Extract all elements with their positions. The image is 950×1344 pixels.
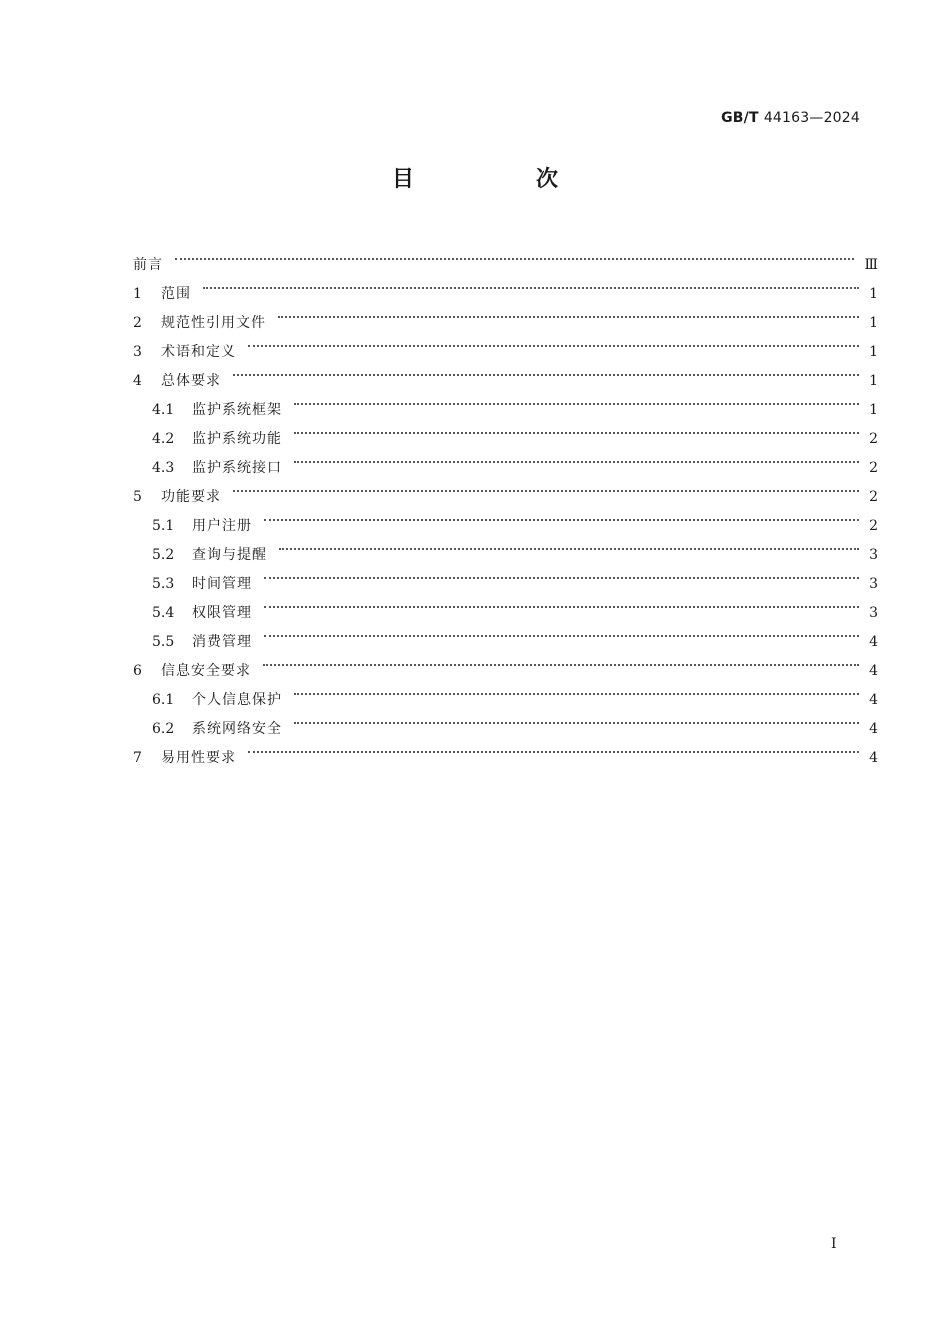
toc-entry-number: 5.3 <box>152 576 175 592</box>
toc-entry[interactable] <box>133 240 878 273</box>
toc-entry-label: 个人信息保护 <box>192 692 282 708</box>
toc-entry-label: 信息安全要求 <box>161 663 251 679</box>
toc-dot-leader <box>278 298 859 327</box>
toc-entry[interactable] <box>133 298 878 331</box>
toc-entry-number: 5.2 <box>152 547 175 563</box>
toc-entry-label: 权限管理 <box>192 605 252 621</box>
toc-entry-page: 3 <box>869 605 878 621</box>
standard-number: 44163—2024 <box>763 110 860 126</box>
toc-entry-page: 1 <box>869 286 878 302</box>
page-title: 目 次 <box>391 167 608 192</box>
toc-entry-page: 1 <box>869 402 878 418</box>
toc-entry-number: 6.1 <box>152 692 175 708</box>
toc-entry-page: 4 <box>869 692 878 708</box>
toc-dot-leader <box>248 327 859 356</box>
toc-dot-leader <box>233 356 859 385</box>
toc-entry-number: 5.1 <box>152 518 175 534</box>
toc-dot-leader <box>294 443 859 472</box>
toc-entry-label: 功能要求 <box>161 489 221 505</box>
toc-entry-label: 总体要求 <box>161 373 221 389</box>
toc-entry-page: 2 <box>869 460 878 476</box>
toc-entry-page: 2 <box>869 431 878 447</box>
toc-entry-label: 监护系统功能 <box>192 431 282 447</box>
toc-entry-number: 1 <box>133 286 142 302</box>
toc-entry-number: 7 <box>133 750 142 766</box>
toc-dot-leader <box>294 704 859 733</box>
toc-entry-page: 4 <box>869 721 878 737</box>
toc-entry-page: 4 <box>869 634 878 650</box>
toc-entry-page: 3 <box>869 547 878 563</box>
toc-entry-page: Ⅲ <box>864 257 878 273</box>
toc-dot-leader <box>294 414 859 443</box>
toc-entry[interactable] <box>133 472 878 505</box>
toc-entry[interactable] <box>133 385 878 418</box>
toc-entry-page: 3 <box>869 576 878 592</box>
toc-dot-leader <box>175 240 854 269</box>
toc-entry-number: 4.2 <box>152 431 175 447</box>
toc-entry-page: 1 <box>869 344 878 360</box>
toc-entry-page: 4 <box>869 663 878 679</box>
toc-entry-number: 5 <box>133 489 142 505</box>
toc-dot-leader <box>294 385 859 414</box>
toc-entry-label: 范围 <box>161 286 191 302</box>
toc-entry-label: 消费管理 <box>192 634 252 650</box>
toc-dot-leader <box>233 472 859 501</box>
toc-dot-leader <box>203 269 859 298</box>
toc-entry-label: 时间管理 <box>192 576 252 592</box>
toc-entry-number: 4.3 <box>152 460 175 476</box>
toc-entry-label: 易用性要求 <box>161 750 236 766</box>
toc-dot-leader <box>263 646 859 675</box>
toc-entry[interactable] <box>133 356 878 389</box>
page-number: Ⅰ <box>831 1236 837 1252</box>
toc-entry-label: 规范性引用文件 <box>161 315 266 331</box>
toc-entry-label: 用户注册 <box>192 518 252 534</box>
toc-entry-number: 5.4 <box>152 605 175 621</box>
toc-entry-label: 监护系统框架 <box>192 402 282 418</box>
toc-entry-page: 1 <box>869 373 878 389</box>
toc-dot-leader <box>248 733 859 762</box>
toc-entry-number: 4 <box>133 373 142 389</box>
toc-entry-label: 术语和定义 <box>161 344 236 360</box>
standard-code <box>721 110 860 126</box>
standard-prefix: GB/T <box>721 110 759 126</box>
toc-entry-page: 2 <box>869 518 878 534</box>
toc-entry-number: 6 <box>133 663 142 679</box>
toc-entry-label: 监护系统接口 <box>192 460 282 476</box>
toc-dot-leader <box>264 588 859 617</box>
toc-entry[interactable] <box>133 269 878 302</box>
toc-entry-page: 2 <box>869 489 878 505</box>
toc-dot-leader <box>264 617 859 646</box>
toc-entry-number: 5.5 <box>152 634 175 650</box>
toc-entry-number: 3 <box>133 344 142 360</box>
toc-dot-leader <box>294 675 859 704</box>
toc-entry-number: 2 <box>133 315 142 331</box>
toc-entry-number: 6.2 <box>152 721 175 737</box>
toc-dot-leader <box>264 559 859 588</box>
toc-dot-leader <box>279 530 859 559</box>
toc-dot-leader <box>264 501 859 530</box>
toc-entry[interactable] <box>133 501 878 534</box>
table-of-contents <box>133 240 878 766</box>
toc-entry-label: 前言 <box>133 257 163 273</box>
toc-entry-label: 查询与提醒 <box>192 547 267 563</box>
toc-entry-number: 4.1 <box>152 402 175 418</box>
toc-entry-page: 4 <box>869 750 878 766</box>
toc-entry-page: 1 <box>869 315 878 331</box>
toc-entry-label: 系统网络安全 <box>192 721 282 737</box>
